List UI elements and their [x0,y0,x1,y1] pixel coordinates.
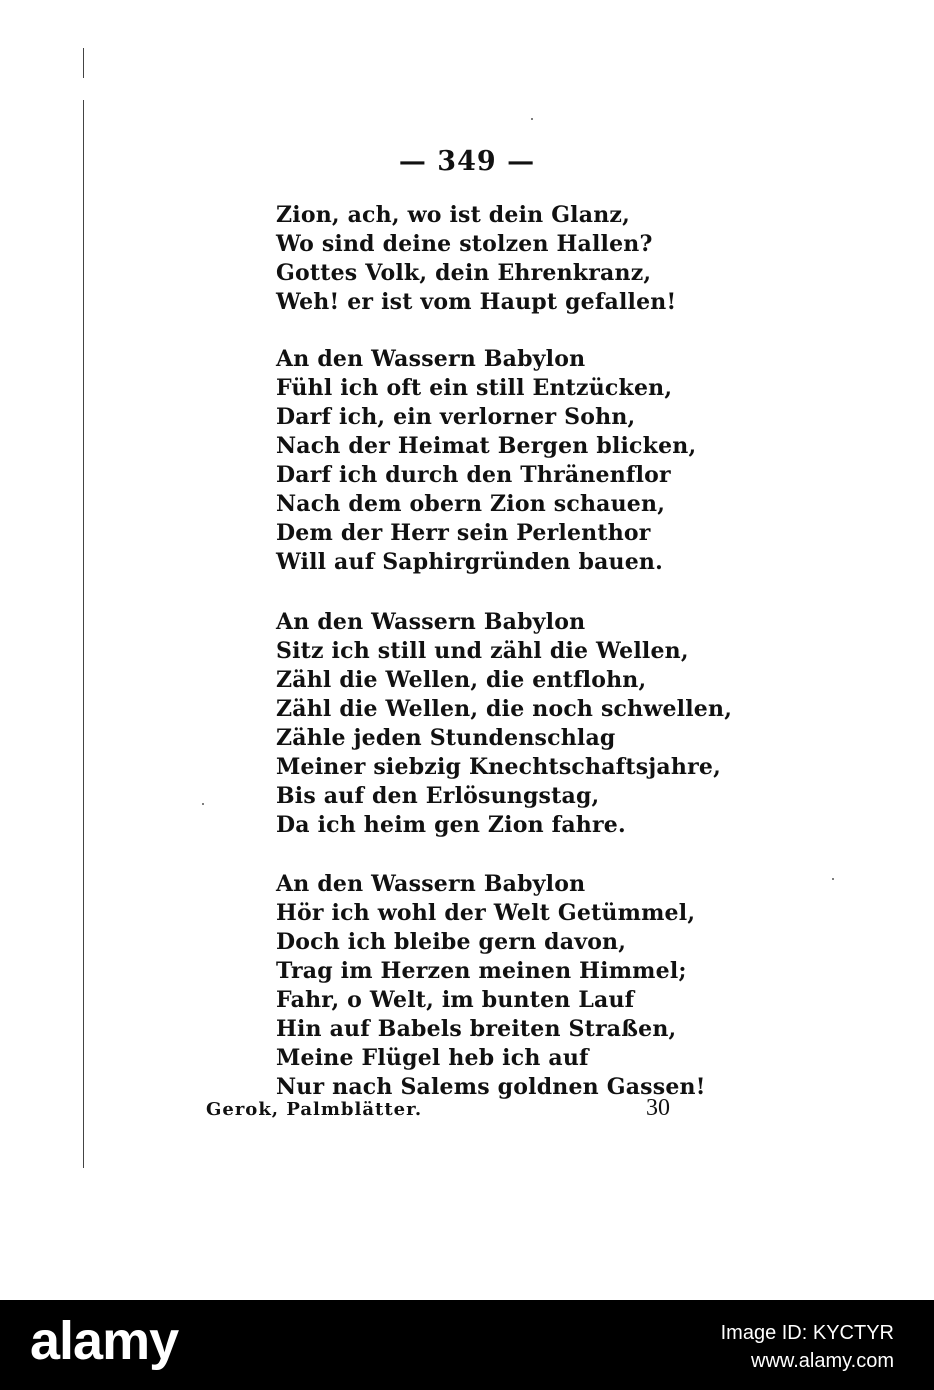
verse-line: Fühl ich oft ein still Entzücken, [276,375,673,401]
page-number: — 349 — [398,146,536,177]
verse-line: Trag im Herzen meinen Himmel; [276,958,687,984]
verse-line: Wo sind deine stolzen Hallen? [276,231,653,257]
verse-line: Zähl die Wellen, die noch schwellen, [276,696,733,722]
verse-line: Nach der Heimat Bergen blicken, [276,433,697,459]
verse-line: Sitz ich still und zähl die Wellen, [276,638,689,664]
stanza-2 [276,345,696,577]
verse-line: Darf ich, ein verlorner Sohn, [276,404,636,430]
verse-line: Zähle jeden Stundenschlag [276,725,616,751]
margin-line [83,48,84,78]
sheet-number: 30 [646,1095,670,1121]
verse-line: Meiner siebzig Knechtschaftsjahre, [276,754,721,780]
verse-line: Gottes Volk, dein Ehrenkranz, [276,260,652,286]
verse-line: Hör ich wohl der Welt Getümmel, [276,900,696,926]
verse-line: An den Wassern Babylon [276,346,586,372]
verse-line: Fahr, o Welt, im bunten Lauf [276,987,635,1013]
scan-speck [202,803,204,805]
verse-line: Dem der Herr sein Perlenthor [276,520,651,546]
verse-line: Zion, ach, wo ist dein Glanz, [276,202,630,228]
stanza-4 [276,870,706,1102]
stanza-3 [276,608,732,840]
verse-line: An den Wassern Babylon [276,609,586,635]
verse-line: Will auf Saphirgründen bauen. [276,549,663,575]
verse-line: Doch ich bleibe gern davon, [276,929,627,955]
verse-line: An den Wassern Babylon [276,871,586,897]
verse-line: Nach dem obern Zion schauen, [276,491,666,517]
watermark-url: www.alamy.com [751,1350,894,1372]
verse-line: Bis auf den Erlösungstag, [276,783,600,809]
verse-line: Da ich heim gen Zion fahre. [276,812,626,838]
verse-line: Hin auf Babels breiten Straßen, [276,1016,677,1042]
alamy-logo: alamy [30,1311,179,1371]
scan-speck [531,118,533,120]
verse-line: Zähl die Wellen, die entflohn, [276,667,647,693]
verse-line: Meine Flügel heb ich auf [276,1045,589,1071]
signature-mark: Gerok, Palmblätter. [206,1099,423,1120]
verse-line: Darf ich durch den Thränenflor [276,462,671,488]
verse-line: Weh! er ist vom Haupt gefallen! [276,289,677,315]
image-id-label: Image ID: KYCTYR [720,1322,894,1344]
margin-line [83,100,84,1168]
stanza-1 [276,201,676,317]
scan-speck [832,878,834,880]
verse-line: Nur nach Salems goldnen Gassen! [276,1074,706,1100]
